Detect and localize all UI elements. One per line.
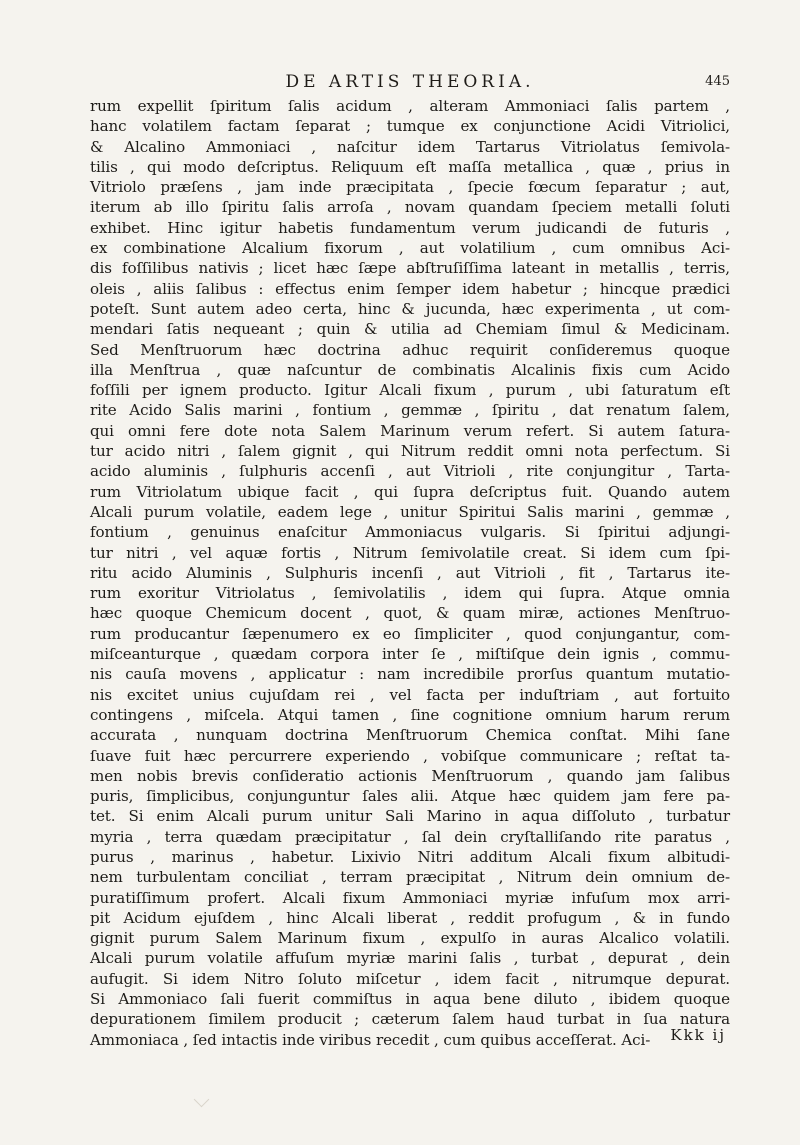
text-line: Ammoniaca , ſed intactis inde viribus recedit , cum quibus acceſſerat. Aci- <box>90 1030 651 1049</box>
text-line: nem turbulentam conciliat , terram præcipitat , Nitrum dein omnium de- <box>90 868 730 887</box>
running-title: DE ARTIS THEORIA. <box>285 72 535 92</box>
text-line: exhibet. Hinc igitur habetis fundamentum verum judicandi de futuris , <box>90 218 730 237</box>
text-line: purus , marinus , habetur. Lixivio Nitri additum Alcali fixum albitudi- <box>90 847 730 866</box>
text-line: Si Ammoniaco ſali fuerit commiſtus in aqua bene diluto , ibidem quoque <box>90 990 730 1009</box>
text-line: ex combinatione Alcalium fixorum , aut volatilium , cum omnibus Aci- <box>90 239 730 258</box>
text-line: pit Acidum ejuſdem , hinc Alcali liberat , reddit profugum , & in fundo <box>90 908 730 927</box>
text-line: Vitriolo præſens , jam inde præcipitata , ſpecie fœcum ſeparatur ; aut, <box>90 178 730 197</box>
text-line: hanc volatilem factam ſeparat ; tumque ex conjunctione Acidi Vitriolici, <box>90 117 730 136</box>
text-line: acido aluminis , ſulphuris accenſi , aut Vitrioli , rite conjungitur , Tarta- <box>90 462 730 481</box>
text-line: depurationem ſimilem producit ; cæterum ſalem haud turbat in ſua natura <box>90 1010 730 1029</box>
text-line: Sed Menſtruorum hæc doctrina adhuc requirit conſideremus quoque <box>90 340 730 359</box>
text-line: miſceanturque , quædam corpora inter ſe , miſtiſque dein ignis , commu- <box>90 645 730 664</box>
text-line: foſſili per ignem producto. Igitur Alcali fixum , purum , ubi ſaturatum eſt <box>90 381 730 400</box>
text-line: gignit purum Salem Marinum fixum , expulſo in auras Alcalico volatili. <box>90 929 730 948</box>
text-line: accurata , nunquam doctrina Menſtruorum Chemica conſtat. Mihi ſane <box>90 726 730 745</box>
text-line: mendari ſatis nequeant ; quin & utilia ad Chemiam ſimul & Medicinam. <box>90 320 730 339</box>
signature-mark: Kkk ij <box>670 1026 726 1044</box>
text-line: oleis , aliis ſalibus : effectus enim ſemper idem habetur ; hincque prædici <box>90 279 730 298</box>
text-line: rum exoritur Vitriolatus , ſemivolatilis , idem qui ſupra. Atque omnia <box>90 584 730 603</box>
text-line: rum expellit ſpiritum ſalis acidum , alteram Ammoniaci ſalis partem , <box>90 97 730 115</box>
text-line: tur acido nitri , ſalem gignit , qui Nitrum reddit omni nota perfectum. Si <box>90 442 730 461</box>
text-line: Alcali purum volatile, eadem lege , unitur Spiritui Salis marini , gemmæ , <box>90 502 730 521</box>
text-line: rum Vitriolatum ubique facit , qui ſupra deſcriptus fuit. Quando autem <box>90 482 730 501</box>
text-line: qui omni fere dote nota Salem Marinum verum refert. Si autem ſatura- <box>90 421 730 440</box>
text-line: ſuave fuit hæc percurrere experiendo , vobiſque communicare ; reſtat ta- <box>90 746 730 765</box>
text-line: dis foſſilibus nativis ; licet hæc ſæpe abſtruſiſſima lateant in metallis , terris, <box>90 259 730 278</box>
page-number: 445 <box>705 74 730 89</box>
text-line: nis excitet unius cujuſdam rei , vel facta per induſtriam , aut fortuito <box>90 685 730 704</box>
text-line: Alcali purum volatile affuſum myriæ marini ſalis , turbat , depurat , dein <box>90 949 730 968</box>
text-line: iterum ab illo ſpiritu ſalis arroſa , novam quandam ſpeciem metalli ſoluti <box>90 198 730 217</box>
text-line: aufugit. Si idem Nitro ſoluto miſcetur , idem facit , nitrumque depurat. <box>90 969 730 988</box>
text-line: puratiſſimum profert. Alcali fixum Ammoniaci myriæ infuſum mox arri- <box>90 888 730 907</box>
text-line: hæc quoque Chemicum docent , quot, & quam miræ, actiones Menſtruo- <box>90 604 730 623</box>
text-line: myria , terra quædam præcipitatur , ſal dein cryſtalliſando rite paratus , <box>90 827 730 846</box>
text-line: tet. Si enim Alcali purum unitur Sali Marino in aqua diſſoluto , turbatur <box>90 807 730 826</box>
text-line: poteſt. Sunt autem adeo certa, hinc & jucunda, hæc experimenta , ut com- <box>90 299 730 318</box>
text-line: tur nitri , vel aquæ fortis , Nitrum ſemivolatile creat. Si idem cum ſpi- <box>90 543 730 562</box>
text-line: tilis , qui modo deſcriptus. Reliquum eſt maſſa metallica , quæ , prius in <box>90 157 730 176</box>
text-line: men nobis brevis conſideratio actionis Menſtruorum , quando jam ſalibus <box>90 766 730 785</box>
body-text <box>90 96 730 1050</box>
text-line: nis cauſa movens , applicatur : nam incredibile prorſus quantum mutatio- <box>90 665 730 684</box>
text-line: fontium , genuinus enaſcitur Ammoniacus vulgaris. Si ſpiritui adjungi- <box>90 523 730 542</box>
text-line: rite Acido Salis marini , fontium , gemmæ , ſpiritu , dat renatum ſalem, <box>90 401 730 420</box>
text-line: & Alcalino Ammoniaci , naſcitur idem Tartarus Vitriolatus ſemivola- <box>90 137 730 156</box>
running-head <box>90 72 730 94</box>
text-line: puris, ſimplicibus, conjunguntur ſales alii. Atque hæc quidem jam fere pa- <box>90 787 730 806</box>
text-line: ritu acido Aluminis , Sulphuris incenſi , aut Vitrioli , fit , Tartarus ite- <box>90 563 730 582</box>
text-line: rum producantur ſæpenumero ex eo ſimpliciter , quod conjungantur, com- <box>90 624 730 643</box>
text-line: illa Menſtrua , quæ naſcuntur de combinatis Alcalinis fixis cum Acido <box>90 360 730 379</box>
text-line: contingens , miſcela. Atqui tamen , ſine cognitione omnium harum rerum <box>90 705 730 724</box>
fold-mark-icon <box>194 1092 210 1108</box>
